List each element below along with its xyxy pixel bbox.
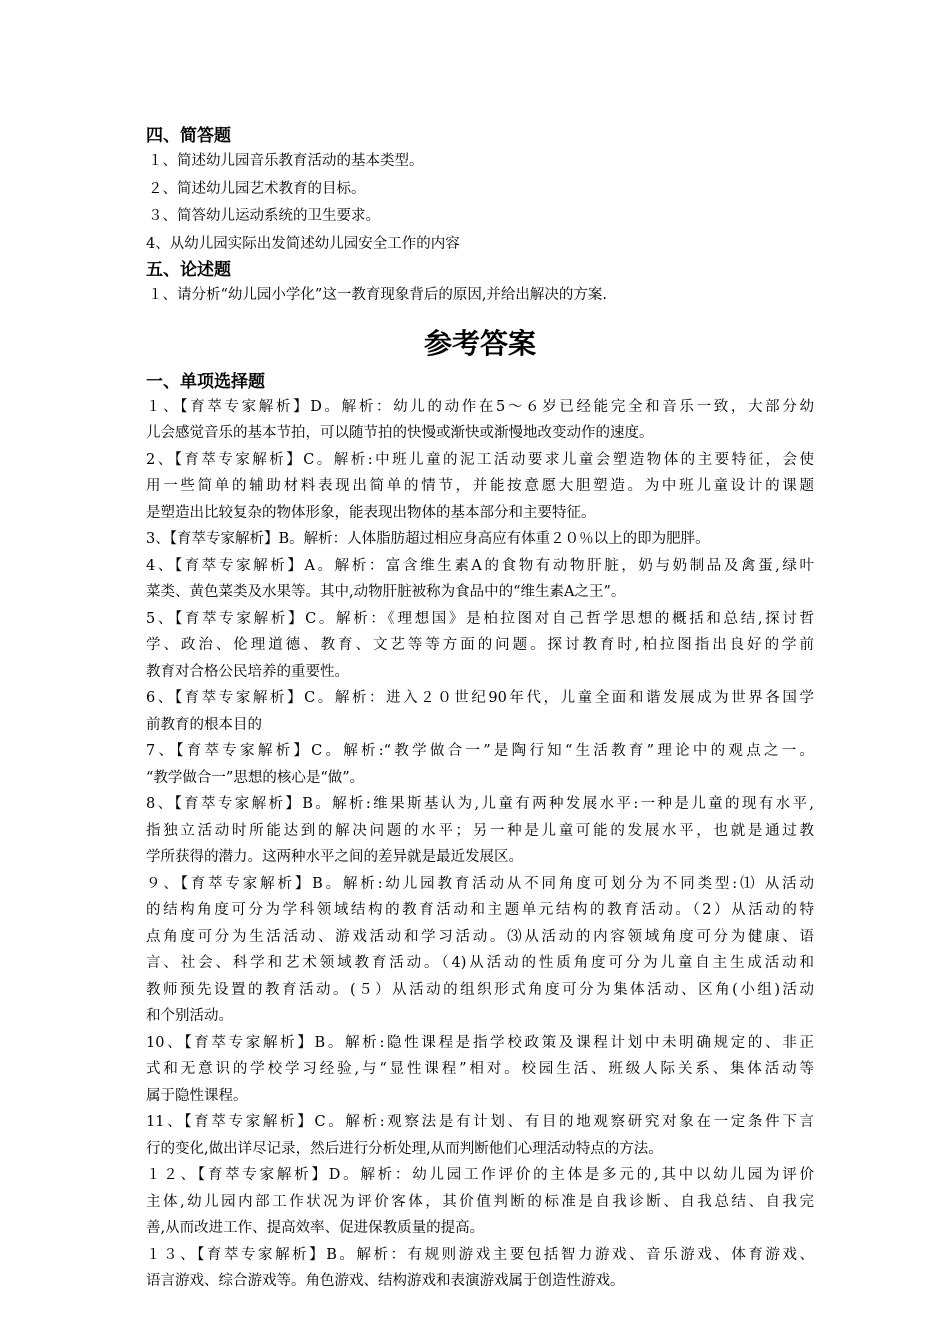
answer-line: １２、【育萃专家解析】D。解析：幼儿园工作评价的主体是多元的,其中以幼儿园为评价: [146, 1167, 814, 1183]
answer-line: 主体,幼儿园内部工作状况为评价客体，其价值判断的标准是自我诊断、自我总结、自我完: [146, 1193, 814, 1210]
section-heading-single-choice: 一、单项选择题: [146, 371, 265, 392]
section-short-answer: [146, 124, 814, 258]
question-item: 4、从幼儿园实际出发简述幼儿园安全工作的内容: [146, 235, 460, 252]
document-page: [146, 124, 814, 1295]
answer-line: 是塑造出比较复杂的物体形象，能表现出物体的基本部分和主要特征。: [146, 504, 596, 521]
answer-item: [146, 1030, 814, 1110]
answer-line: 10、【育萃专家解析】B。解析:隐性课程是指学校政策及课程计划中未明确规定的、非正: [146, 1034, 814, 1051]
answer-line: 6、【育萃专家解析】C。解析：进入２０世纪90年代，儿童全面和谐发展成为世界各国学: [146, 690, 814, 706]
answer-line: 式和无意识的学校学习经验,与“显性课程”相对。校园生活、班级人际关系、集体活动等: [146, 1061, 814, 1077]
answer-item: [146, 871, 814, 1030]
answer-line: 4、【育萃专家解析】A。解析：富含维生素A的食物有动物肝脏，奶与奶制品及禽蛋,绿叶: [146, 557, 814, 574]
essay-question-list: [146, 282, 814, 310]
answer-line: 学、政治、伦理道德、教育、文艺等等方面的问题。探讨教育时,柏拉图指出良好的学前: [146, 637, 814, 653]
answer-line: 11、【育萃专家解析】C。解析:观察法是有计划、有目的地观察研究对象在一定条件下言: [146, 1114, 814, 1130]
answer-line: 属于隐性课程。: [146, 1087, 248, 1104]
answer-line: 学所获得的潜力。这两种水平之间的差异就是最近发展区。: [146, 849, 523, 865]
answer-line: 用一些简单的辅助材料表现出简单的情节，并能按意愿大胆塑造。为中班儿童设计的课题: [146, 478, 814, 494]
answer-line: 指独立活动时所能达到的解决问题的水平；另一种是儿童可能的发展水平，也就是通过教: [146, 822, 814, 839]
answer-item: [146, 1109, 814, 1162]
answer-line: 菜类、黄色菜类及水果等。其中,动物肝脏被称为食品中的“维生素A之王”。: [146, 584, 626, 600]
answer-line: 教育对合格公民培养的重要性。: [146, 663, 349, 680]
section-essay: [146, 258, 814, 310]
answer-item: [146, 526, 814, 553]
answer-item: [146, 1242, 814, 1295]
answer-line: 的结构角度可分为学科领域结构的教育活动和主题单元结构的教育活动。（2）从活动的特: [146, 902, 814, 918]
answer-line: １、【育萃专家解析】D。解析：幼儿的动作在5～６岁已经能完全和音乐一致，大部分幼: [146, 398, 814, 415]
question-item: ２、简述幼儿园艺术教育的目标。: [148, 180, 366, 197]
answer-line: 5、【育萃专家解析】C。解析：《理想国》是柏拉图对自己哲学思想的概括和总结,探讨哲: [146, 610, 814, 627]
answer-line: 行的变化,做出详尽记录，然后进行分析处理,从而判断他们心理活动特点的方法。: [146, 1140, 663, 1157]
answer-line: 教师预先设置的教育活动。(５）从活动的组织形式角度可分为集体活动、区角(小组)活动: [146, 981, 814, 998]
answer-line: 语言游戏、综合游戏等。角色游戏、结构游戏和表演游戏属于创造性游戏。: [146, 1273, 625, 1289]
answer-line: 8、【育萃专家解析】B。解析:维果斯基认为,儿童有两种发展水平:一种是儿童的现有水平,: [146, 796, 814, 812]
answer-line: 和个别活动。: [146, 1008, 233, 1024]
answer-line: １３、【育萃专家解析】B。解析：有规则游戏主要包括智力游戏、音乐游戏、体育游戏、: [146, 1246, 814, 1263]
answer-line: 7、【育萃专家解析】C。解析:“教学做合一”是陶行知“生活教育”理论中的观点之一。: [146, 743, 814, 759]
answer-line: 善,从而改进工作、提高效率、促进保教质量的提高。: [146, 1220, 485, 1236]
answer-line: 3、【育萃专家解析】B。解析：人体脂肪超过相应身高应有体重２０％以上的即为肥胖。: [146, 531, 710, 547]
answer-item: [146, 685, 814, 738]
section-heading-short-answer: 四、简答题: [146, 126, 231, 146]
section-heading-essay: 五、论述题: [146, 260, 231, 280]
answer-item: [146, 606, 814, 686]
answer-list: [146, 394, 814, 1295]
answers-title: 参考答案: [423, 326, 536, 360]
answer-line: 点角度可分为生活活动、游戏活动和学习活动。⑶从活动的内容领域角度可分为健康、语: [146, 928, 814, 945]
answer-item: [146, 447, 814, 527]
question-item: １、请分析“幼儿园小学化”这一教育现象背后的原因,并给出解决的方案.: [148, 287, 608, 303]
answer-item: [146, 1162, 814, 1242]
answer-line: 2、【育萃专家解析】C。解析:中班儿童的泥工活动要求儿童会塑造物体的主要特征，会使: [146, 451, 814, 468]
answer-line: 儿会感觉音乐的基本节拍，可以随节拍的快慢或渐快或渐慢地改变动作的速度。: [146, 425, 654, 441]
answer-line: “教学做合一”思想的核心是“做”。: [146, 769, 365, 786]
answer-item: [146, 791, 814, 871]
question-item: １、简述幼儿园音乐教育活动的基本类型。: [148, 153, 424, 169]
answer-line: 前教育的根本目的: [146, 716, 262, 733]
short-answer-question-list: [146, 148, 814, 258]
answer-item: [146, 553, 814, 606]
question-item: ３、简答幼儿运动系统的卫生要求。: [148, 208, 380, 224]
answer-item: [146, 738, 814, 791]
answer-line: ９、【育萃专家解析】B。解析:幼儿园教育活动从不同角度可划分为不同类型:⑴ 从活动: [146, 875, 814, 892]
answer-item: [146, 394, 814, 447]
answer-line: 言、社会、科学和艺术领域教育活动。（4)从活动的性质角度可分为儿童自主生成活动和: [146, 955, 814, 971]
